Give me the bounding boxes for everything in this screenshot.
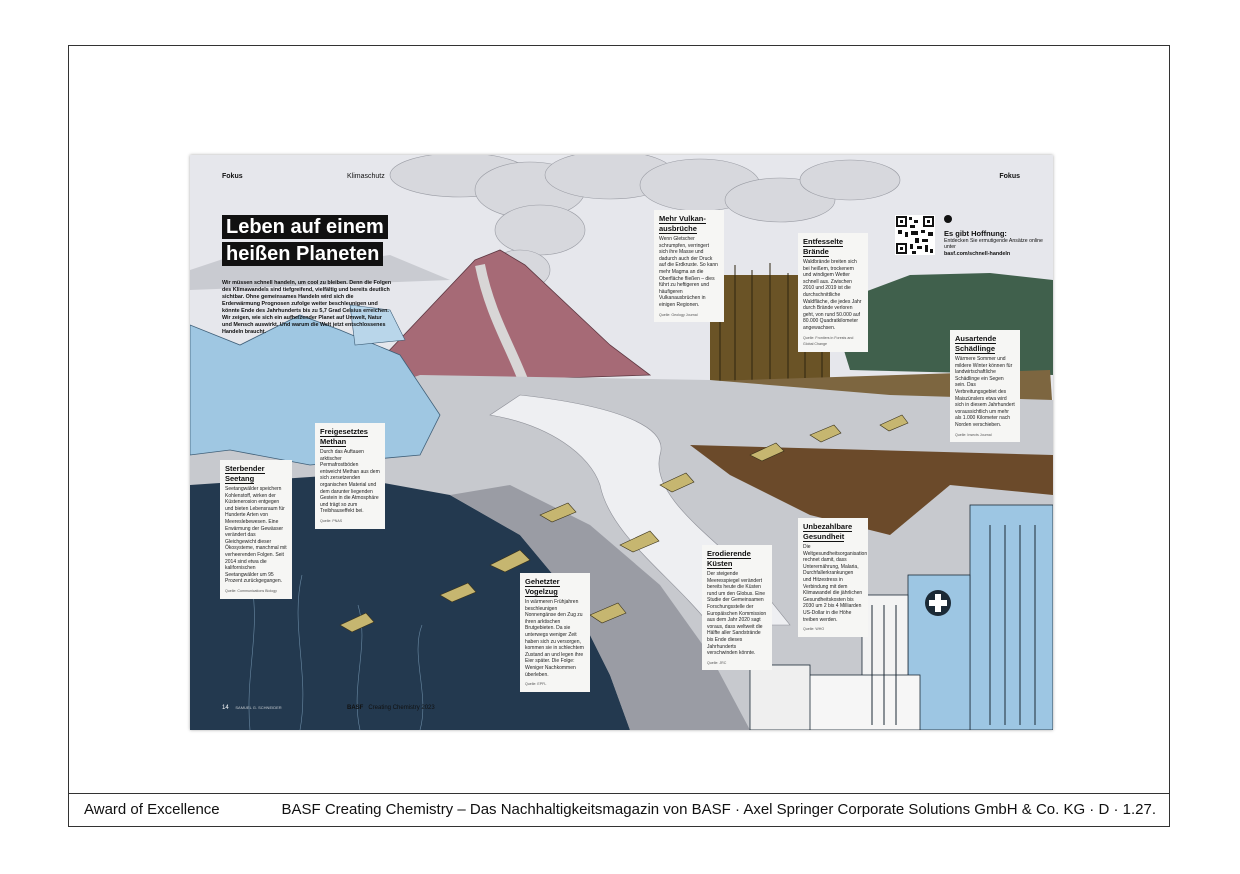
magazine-title: Creating Chemistry 2023 [368, 705, 435, 711]
box-pests-body: Wärmere Sommer und mildere Winter können für landwirtschaftliche Schädlinge ein Segen sein. Das Verbreitungsgebiet des Maiszünslers etwa wird sich in diesem Jahrhundert voraussichtlich um mehr als 1.000 Kilometer nach Norden verschieben. [955, 356, 1015, 428]
box-kelp-title: Sterbender Seetang [225, 464, 265, 483]
headline-line-2: heißen Planeten [222, 242, 383, 266]
box-kelp-source: Quelle: Communications Biology [225, 588, 277, 593]
hope-url[interactable]: basf.com/schnell-handeln [944, 250, 1011, 257]
award-label: Award of Excellence [84, 801, 220, 818]
magazine-footer [347, 705, 435, 711]
box-fires [798, 233, 868, 352]
box-methane-body: Durch das Auftauen arktischer Permafrostböden entweicht Methan aus dem sich zersetzenden organischen Material und dem darunter liegenden Gestein in die Atmosphäre und trägt so zum Treibhauseffekt bei. [320, 449, 380, 515]
box-bird-migration-source: Quelle: EPFL [525, 682, 547, 687]
box-coasts-title: Erodierende Küsten [707, 549, 751, 568]
box-volcano [654, 210, 724, 322]
intro-text: Wir müssen schnell handeln, um cool zu bleiben. Denn die Folgen des Klimawandels sind tiefgreifend, vielfältig und bereits deutlich sichtbar. Ohne gemeinsames Handeln wird sich die Erderwärmung Prognosen zufolge weiter beschleunigen und könnte Ende des Jahrhunderts bis zu 5,7 Grad Celsius erreichen. Wir zeigen, wie sich ein aufheizender Planet auf Umwelt, Natur und Mensch auswirkt. Und warum die Welt jetzt entschlossenes Handeln braucht. [222, 280, 392, 335]
link-icon [944, 215, 952, 223]
hope-block [944, 215, 1044, 257]
headline [222, 215, 388, 269]
box-kelp [220, 460, 292, 599]
hope-body: Entdecken Sie ermutigende Ansätze online unter [944, 237, 1043, 251]
page-number-and-signature [222, 705, 282, 711]
award-credit: BASF Creating Chemistry – Das Nachhaltigkeitsmagazin von BASF · Axel Springer Corporate Solutions GmbH & Co. KG · D · 1.27. [281, 801, 1156, 818]
qr-code[interactable] [895, 215, 935, 255]
box-fires-title: Entfesselte Brände [803, 237, 844, 256]
box-volcano-title: Mehr Vulkan- ausbrüche [659, 214, 706, 233]
box-volcano-body: Wenn Gletscher schrumpfen, verringert sich ihre Masse und dadurch auch der Druck auf die Erdkruste. So kann mehr Magma an die Oberfläche fließen – dies führt zu heftigeren und häufigeren Vulkanausbrüchen in einigen Regionen. [659, 236, 718, 308]
box-methane [315, 423, 385, 529]
box-health [798, 518, 868, 637]
box-health-source: Quelle: WHO [803, 627, 825, 632]
box-bird-migration-body: In wärmeren Frühjahren beschleunigen Nonnengänse den Zug zu ihren arktischen Brutgebieten. Da sie unterwegs weniger Zeit haben sich zu versorgen, kommen sie in schlechtem Zustand an und legen ihre Eier später. Die Folge: Weniger Nachkommen überleben. [525, 599, 584, 678]
magazine-spread [190, 155, 1053, 730]
box-coasts [702, 545, 772, 670]
box-kelp-body: Seetangwälder speichern Kohlenstoff, wirken der Küstenerosion entgegen und bieten Lebensraum für Hunderte Arten von Meereslebewesen. Eine Erwärmung der Gewässer verändert das Gleichgewicht dieser Ökosysteme, manchmal mit verheerenden Folgen. Seit 2014 sind etwa die kalifornischen Seetangwälder um 95 Prozent zurückgegangen. [225, 486, 287, 585]
brand-logo: BASF [347, 705, 364, 711]
running-head-right: Fokus [999, 173, 1020, 180]
box-fires-body: Waldbrände breiten sich bei heißem, trockenem und windigem Wetter schnell aus. Zwischen 2010 und 2019 ist die durchschnittliche Waldfläche, die jedes Jahr durch Brände verloren geht, von rund 50.000 auf 80.000 Quadratkilometer angewachsen. [803, 259, 862, 331]
box-coasts-source: Quelle: JRC [707, 660, 727, 665]
artist-signature: SAMUEL G. SCHNEIDER [235, 705, 282, 710]
box-pests-title: Ausartende Schädlinge [955, 334, 997, 353]
box-volcano-source: Quelle: Geology Journal [659, 312, 698, 317]
box-fires-source: Quelle: Frontiers in Forests and Global Change [803, 335, 854, 347]
box-coasts-body: Der steigende Meeresspiegel verändert bereits heute die Küsten rund um den Globus. Eine Studie der Gemeinsamen Forschungsstelle der Europäischen Kommission aus dem Jahr 2020 sagt voraus, dass weltweit die Hälfte aller Sandstrände bis Ende dieses Jahrhunderts verschwinden könnte. [707, 571, 767, 657]
box-pests [950, 330, 1020, 442]
box-methane-source: Quelle: PNAS [320, 518, 343, 523]
box-health-body: Die Weltgesundheitsorganisation rechnet damit, dass Unterernährung, Malaria, Durchfallerkrankungen und Hitzestress in Verbindung mit dem Klimawandel die jährlichen Gesundheitskosten bis 2030 um 2 bis 4 Milliarden US-Dollar in die Höhe treiben werden. [803, 544, 868, 623]
box-pests-source: Quelle: Insects Journal [955, 432, 992, 437]
hope-title: Es gibt Hoffnung: [944, 228, 1007, 238]
running-head-left: Fokus [222, 173, 243, 180]
page-number: 14 [222, 705, 229, 711]
headline-line-1: Leben auf einem [222, 215, 388, 239]
footer-divider [68, 793, 1170, 794]
box-bird-migration [520, 573, 590, 692]
box-bird-migration-title: Gehetzter Vogelzug [525, 577, 560, 596]
box-methane-title: Freigesetztes Methan [320, 427, 368, 446]
section-label: Klimaschutz [347, 173, 385, 180]
box-health-title: Unbezahlbare Gesundheit [803, 522, 853, 541]
